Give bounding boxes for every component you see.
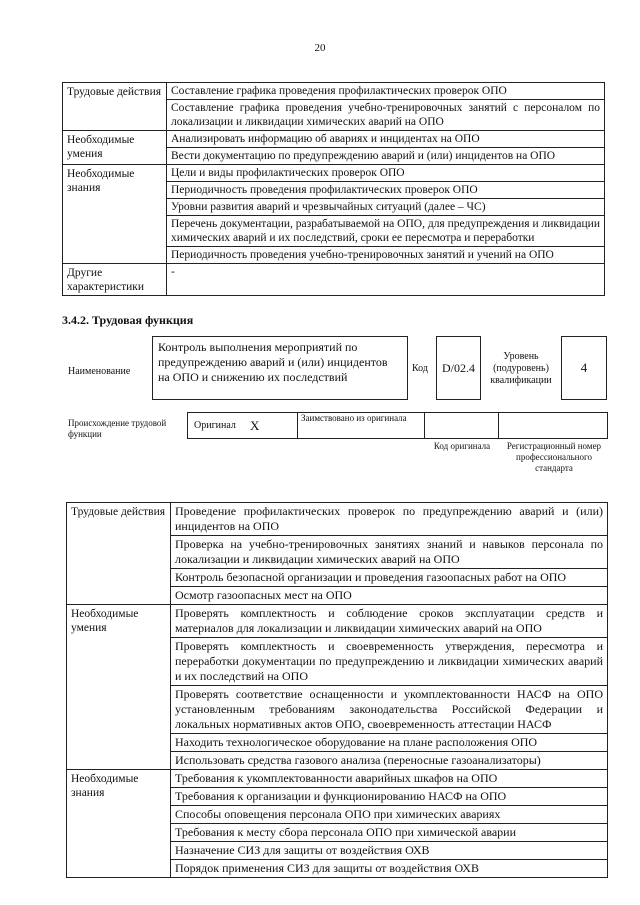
- requirement-item: Требования к организации и функционированию НАСФ на ОПО: [171, 788, 608, 806]
- requirement-item: Перечень документации, разрабатываемой на ОПО, для предупреждения и ликвидации химических аварий и их последствий, сроки ее пересмотра и переработки: [167, 216, 605, 247]
- level-value-box: [561, 336, 607, 400]
- requirement-item: Контроль безопасной организации и проведения газоопасных работ на ОПО: [171, 569, 608, 587]
- requirement-item: -: [167, 264, 605, 296]
- requirement-item: Порядок применения СИЗ для защиты от воздействия ОХВ: [171, 860, 608, 878]
- table-row: [67, 605, 608, 638]
- requirement-item: Проверять соответствие оснащенности и укомплектованности НАСФ на ОПО установленным требованиям законодательства Российской Федерации и локальных нормативных актов ОПО, своевременность аттестации НАСФ: [171, 686, 608, 734]
- origin-divider-3: [498, 412, 499, 439]
- group-label: Трудовые действия: [67, 503, 171, 605]
- requirement-item: Периодичность проведения профилактических проверок ОПО: [167, 182, 605, 199]
- table-row: [67, 503, 608, 536]
- function-name-value: Контроль выполнения мероприятий по предупреждению аварий и (или) инцидентов на ОПО и снижению их последствий: [158, 340, 388, 384]
- origin-divider-2: [424, 412, 425, 439]
- table-row: [67, 770, 608, 788]
- requirement-item: Проведение профилактических проверок по предупреждению аварий и (или) инцидентов на ОПО: [171, 503, 608, 536]
- requirement-item: Вести документацию по предупреждению аварий и (или) инцидентов на ОПО: [167, 148, 605, 165]
- requirement-item: Способы оповещения персонала ОПО при химических авариях: [171, 806, 608, 824]
- requirement-item: Уровни развития аварий и чрезвычайных ситуаций (далее – ЧС): [167, 199, 605, 216]
- registration-number-label: Регистрационный номер профессионального стандарта: [506, 441, 602, 473]
- group-label: Необходимые умения: [63, 131, 167, 165]
- original-code-label: Код оригинала: [433, 441, 491, 451]
- requirement-item: Осмотр газоопасных мест на ОПО: [171, 587, 608, 605]
- requirement-item: Использовать средства газового анализа (переносные газоанализаторы): [171, 752, 608, 770]
- requirement-item: Находить технологическое оборудование на плане расположения ОПО: [171, 734, 608, 752]
- requirement-item: Проверять комплектность и своевременность утверждения, пересмотра и переработки документации по предупреждению и ликвидации химических аварий и их последствий на ОПО: [171, 638, 608, 686]
- table-row: [63, 83, 605, 100]
- code-label: Код: [412, 363, 428, 374]
- group-label: Другие характеристики: [63, 264, 167, 296]
- table-row: [63, 131, 605, 148]
- origin-divider-1: [297, 412, 298, 439]
- requirement-item: Проверка на учебно-тренировочных занятиях знаний и навыков персонала по локализации и ликвидации химических аварий на ОПО: [171, 536, 608, 569]
- table-row: [63, 165, 605, 182]
- table-row: [63, 264, 605, 296]
- group-label: Трудовые действия: [63, 83, 167, 131]
- function-name-box: [152, 336, 408, 400]
- requirement-item: Назначение СИЗ для защиты от воздействия ОХВ: [171, 842, 608, 860]
- requirement-item: Периодичность проведения учебно-тренировочных занятий и учений на ОПО: [167, 247, 605, 264]
- requirement-item: Составление графика проведения профилактических проверок ОПО: [167, 83, 605, 100]
- level-label: Уровень (подуровень) квалификации: [490, 351, 552, 386]
- borrowed-label: Заимствовано из оригинала: [301, 413, 407, 423]
- origin-label: Происхождение трудовой функции: [68, 418, 167, 439]
- requirement-item: Цели и виды профилактических проверок ОПО: [167, 165, 605, 182]
- group-label: Необходимые знания: [67, 770, 171, 878]
- level-value: 4: [580, 360, 588, 375]
- requirement-item: Проверять комплектность и соблюдение сроков эксплуатации средств и материалов для локализации и ликвидации химических аварий на ОПО: [171, 605, 608, 638]
- requirement-item: Требования к укомплектованности аварийных шкафов на ОПО: [171, 770, 608, 788]
- original-label: Оригинал: [194, 420, 236, 431]
- group-label: Необходимые умения: [67, 605, 171, 770]
- section-heading: 3.4.2. Трудовая функция: [62, 313, 194, 327]
- requirement-item: Требования к месту сбора персонала ОПО при химической аварии: [171, 824, 608, 842]
- group-label: Необходимые знания: [63, 165, 167, 264]
- code-value-box: [436, 336, 481, 400]
- name-label: Наименование: [68, 366, 131, 377]
- requirement-item: Анализировать информацию об авариях и инцидентах на ОПО: [167, 131, 605, 148]
- original-mark: X: [250, 418, 260, 433]
- top-requirements-table: [62, 82, 605, 296]
- requirement-item: Составление графика проведения учебно-тренировочных занятий с персоналом по локализации и ликвидации химических аварий на ОПО: [167, 100, 605, 131]
- page-number: 20: [314, 42, 326, 54]
- bottom-requirements-table: [66, 502, 608, 878]
- code-value: D/02.4: [442, 361, 475, 375]
